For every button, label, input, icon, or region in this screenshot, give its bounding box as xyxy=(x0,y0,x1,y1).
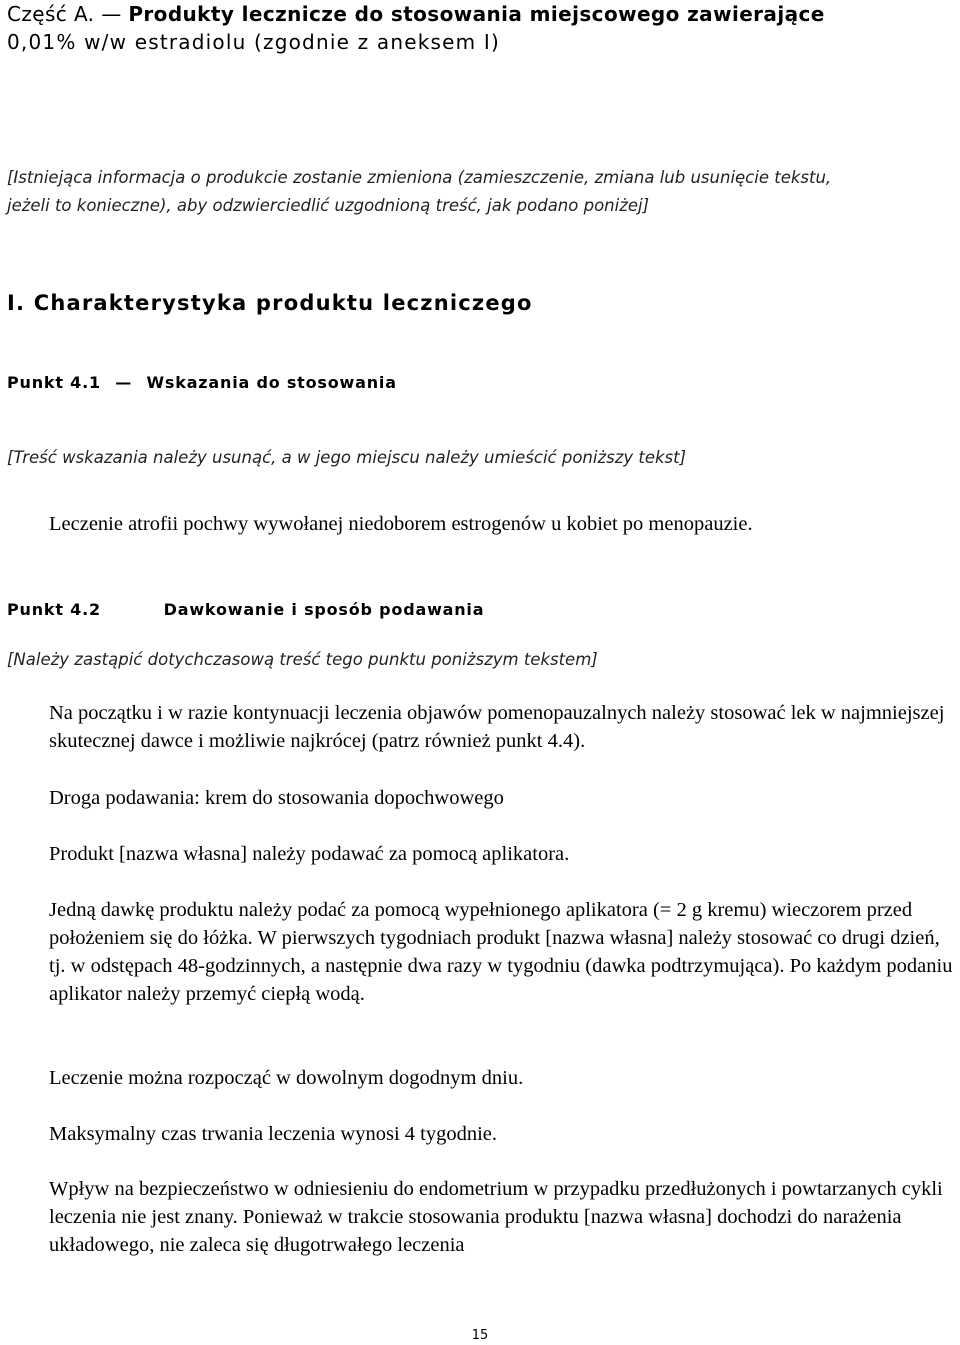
paragraph-route: Droga podawania: krem do stosowania dopochwowego xyxy=(49,787,504,809)
part-prefix: Część A. xyxy=(7,2,95,26)
part-title: Produkty lecznicze do stosowania miejscowego zawierające xyxy=(128,2,825,26)
page-number: 15 xyxy=(471,1328,489,1343)
paragraph-applicator: Produkt [nazwa własna] należy podawać za pomocą aplikatora. xyxy=(49,843,570,865)
punkt-41-text: Leczenie atrofii pochwy wywołanej niedoborem estrogenów u kobiet po menopauzie. xyxy=(49,513,753,535)
paragraph-start: Leczenie można rozpocząć w dowolnym dogodnym dniu. xyxy=(49,1067,524,1089)
document-header-line-2: 0,01% w/w estradiolu (zgodnie z aneksem I) xyxy=(7,30,500,54)
punkt-41-heading xyxy=(7,373,397,392)
section-title: I. Charakterystyka produktu leczniczego xyxy=(7,291,533,315)
punkt-41-dash: — xyxy=(115,373,133,392)
punkt-42-title: Dawkowanie i sposób podawania xyxy=(163,600,485,619)
punkt-41-label: Punkt 4.1 xyxy=(7,373,101,392)
punkt-42-label: Punkt 4.2 xyxy=(7,600,101,619)
header-dash: — xyxy=(94,2,129,26)
punkt-42-note: [Należy zastąpić dotychczasową treść tego punktu poniższym tekstem] xyxy=(7,650,598,669)
intro-note-line-1: [Istniejąca informacja o produkcie zostanie zmieniona (zamieszczenie, zmiana lub usunięcie tekstu, xyxy=(7,168,832,187)
paragraph-duration: Maksymalny czas trwania leczenia wynosi 4 tygodnie. xyxy=(49,1123,498,1145)
paragraph-safety: Wpływ na bezpieczeństwo w odniesieniu do endometrium w przypadku przedłużonych i powtarzanych cykli leczenia nie jest znany. Ponieważ w trakcie stosowania produktu [nazwa własna] dochodzi do narażenia układowego, nie zaleca się długotrwałego leczenia xyxy=(49,1178,943,1256)
punkt-42-heading xyxy=(7,600,484,619)
paragraph-dosing: Jedną dawkę produktu należy podać za pomocą wypełnionego aplikatora (= 2 g kremu) wieczorem przed położeniem się do łóżka. W pierwszych tygodniach produkt [nazwa własna] należy stosować co drugi dzień, tj. w odstępach 48-godzinnych, a następnie dwa razy w tygodniu (dawka podtrzymująca). Po każdym podaniu aplikator należy przemyć ciepłą wodą. xyxy=(49,899,953,1005)
intro-note-line-2: jeżeli to konieczne), aby odzwierciedlić uzgodnioną treść, jak podano poniżej] xyxy=(7,196,650,215)
document-header-line-1 xyxy=(7,2,825,26)
punkt-41-note: [Treść wskazania należy usunąć, a w jego miejscu należy umieścić poniższy tekst] xyxy=(7,448,687,467)
punkt-41-title: Wskazania do stosowania xyxy=(146,373,397,392)
paragraph-continuation: Na początku i w razie kontynuacji leczenia objawów pomenopauzalnych należy stosować lek w najmniejszej skutecznej dawce i możliwie najkrócej (patrz również punkt 4.4). xyxy=(49,702,945,752)
